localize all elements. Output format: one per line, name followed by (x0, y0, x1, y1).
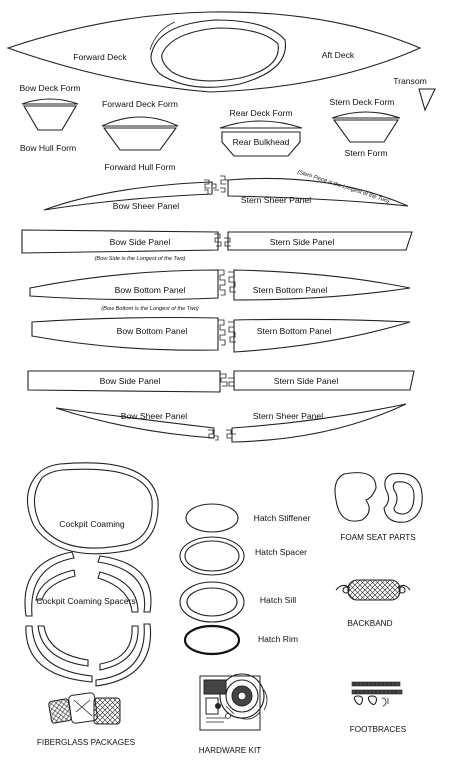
stern-form-label: Stern Form (344, 148, 388, 158)
bow-deck-form-label: Bow Deck Form (19, 83, 81, 93)
footbraces-shape (352, 682, 402, 706)
cockpit-coaming-shape (27, 463, 158, 554)
bow-hull-form-label: Bow Hull Form (19, 143, 77, 153)
hatch-rim-label: Hatch Rim (257, 634, 299, 644)
hatch-stiffener-label: Hatch Stiffener (253, 513, 311, 523)
sheer-panels-bottom (56, 404, 406, 442)
foam-seat-parts-label: FOAM SEAT PARTS (340, 533, 416, 542)
hardware-kit-shape (200, 674, 267, 730)
transom-shape (419, 89, 435, 110)
stern-piece-note: (Stern Piece is the Longest of the Two) (296, 169, 391, 205)
bow-bottom-panel-label-2: Bow Bottom Panel (116, 326, 188, 336)
bottom-panels-top (30, 270, 410, 300)
bottom-panels-second (32, 318, 410, 353)
backband-shape (336, 580, 410, 600)
bow-side-panel-label-2: Bow Side Panel (99, 376, 161, 386)
fiberglass-packages-shape (48, 692, 120, 724)
deck-outline (8, 12, 420, 92)
bow-hull-form-shape (24, 106, 76, 130)
hatch-sill-label: Hatch Sill (259, 595, 297, 605)
backband-label: BACKBAND (347, 619, 393, 628)
foam-seat-parts-shape (335, 473, 422, 523)
stern-sheer-panel-label-2: Stern Sheer Panel (252, 411, 324, 421)
hatch-spacer-label: Hatch Spacer (254, 547, 308, 557)
stern-deck-form-shape (332, 112, 400, 118)
fiberglass-packages-label: FIBERGLASS PACKAGES (36, 738, 136, 747)
stern-sheer-panel-label-1: Stern Sheer Panel (240, 195, 312, 205)
rear-deck-form-label: Rear Deck Form (229, 108, 293, 118)
cockpit-coaming-spacers-label: Cockpit Coaming Spacers (36, 596, 136, 606)
bow-bottom-note: (Bow Bottom is the Longest of the Two) (101, 306, 199, 312)
bow-bottom-panel-label-1: Bow Bottom Panel (114, 285, 186, 295)
bow-sheer-panel-label-2: Bow Sheer Panel (120, 411, 188, 421)
forward-hull-form-shape (104, 128, 176, 150)
hardware-kit-label: HARDWARE KIT (198, 746, 262, 755)
forward-deck-form-label: Forward Deck Form (102, 99, 178, 109)
stern-bottom-panel-label-1: Stern Bottom Panel (252, 285, 328, 295)
hatch-spacer-shape (180, 537, 244, 575)
stern-deck-form-label: Stern Deck Form (329, 97, 395, 107)
bow-deck-form-shape (22, 99, 78, 104)
aft-deck-label: Aft Deck (321, 50, 355, 60)
transom-label: Transom (393, 76, 427, 86)
footbraces-label: FOOTBRACES (349, 725, 407, 734)
forward-hull-form-label: Forward Hull Form (104, 162, 176, 172)
side-panels-top (22, 230, 412, 253)
side-panels-second (28, 371, 414, 392)
hatch-sill-shape (180, 582, 244, 622)
bow-side-panel-label-1: Bow Side Panel (109, 237, 171, 247)
cockpit-coaming-label: Cockpit Coaming (59, 519, 125, 529)
bow-side-note: (Bow Side is the Longest of the Two) (94, 256, 186, 262)
rear-bulkhead-label: Rear Bulkhead (232, 137, 290, 147)
bow-sheer-panel-label-1: Bow Sheer Panel (112, 201, 180, 211)
hatch-stiffener-shape (186, 504, 238, 532)
hatch-rim-shape (185, 626, 239, 654)
rear-deck-form-shape (220, 121, 302, 128)
cockpit-coaming-spacers-shape (25, 552, 151, 686)
stern-side-panel-label-1: Stern Side Panel (269, 237, 335, 247)
forward-deck-label: Forward Deck (73, 52, 127, 62)
stern-form-shape (334, 120, 398, 142)
forward-deck-form-shape (102, 117, 178, 126)
stern-side-panel-label-2: Stern Side Panel (273, 376, 339, 386)
stern-bottom-panel-label-2: Stern Bottom Panel (256, 326, 332, 336)
